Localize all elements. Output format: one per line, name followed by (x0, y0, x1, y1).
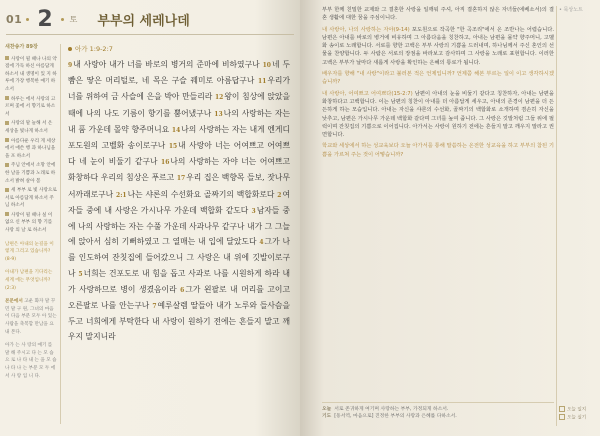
footer-line: 오늘 서로 존귀하게 여기며 사랑하는 부부, 가정되게 하소서. (322, 407, 449, 412)
verse-number: 4 (259, 239, 264, 247)
side-question: 남편은 아내의 눈길을 이렇게 그리고 있습니까? (8-9) (5, 241, 54, 262)
section-1-title: 내 사랑아, 나의 사랑하는 자야(9-14) (322, 26, 410, 33)
verse-number: 2:1 (116, 191, 127, 199)
verse-number: 14 (171, 126, 181, 134)
left-sidebar (5, 44, 58, 380)
page-title: 부부의 세레나데 (97, 13, 190, 29)
reflection-question-2: 학교와 세상에서 하는 성교육보다 오늘 아가서를 통해 말씀하는 온전한 성교육을 하고 부부의 참된 기쁨을 가르쳐 주는 것이 어떻습니까? (322, 143, 554, 158)
section-1-body: 포도원으로 작곡한 "한 곡조리"에서 온 조반나는 어렵습니다. 남편은 아내를 바로의 병거에 비유하며 그 아름다움을 칭찬하고, 아내는 남편을 몰약 향주머니, 고벨화 송이로 노래합니다. 서로를 향한 고백은 부부 사랑의 기쁨을 드러내며, 하나님께서 주신 혼인의 선물을 찬양합니다. 두 사람은 서로의 장점을 바라보고 감사하며 그 사랑을 노래로 표현합니다. 이러한 고백은 부부가 날마다 새롭게 사랑을 확인하는 은혜의 통로가 됩니다. (322, 26, 555, 66)
passage-reference: 아가 1:9-2:7 (68, 44, 290, 53)
checkbox-icon (5, 121, 9, 125)
verse-text: 내 사랑아 내가 너를 바로의 병거의 준마에 비하였구나 (73, 60, 263, 69)
verse-number: 9 (68, 62, 73, 69)
sidebar-divider (60, 44, 61, 424)
checklist-item: 주님 안에서 소망 안에 한 날을 기쁨과 노래로 하소서 밝혀 살아 봄 (5, 163, 56, 184)
verse-text: 우리가 너를 위하여 금 사슬에 은을 박아 만들리라 (68, 76, 290, 102)
checkbox-icon (5, 188, 9, 192)
verse-number: 16 (161, 159, 170, 167)
checkbox-icon (5, 56, 9, 60)
verse-text: 너희는 건포도로 내 힘을 돕고 사과로 나를 시원하게 하라 내가 사랑하므로 병이 생겼음이라 (68, 268, 290, 294)
footer-check: 오늘 일지 (559, 406, 597, 414)
verse-text: 그가 왼팔로 내 머리를 고이고 오른팔로 나를 안는구나 (68, 284, 290, 311)
margin-divider (556, 6, 557, 426)
verse-text: 왕이 침상에 앉았을 때에 나의 나도 기름이 향기를 뿜어냈구나 (68, 92, 290, 118)
notes-label: • 묵상노트 (559, 7, 583, 13)
verse (116, 190, 277, 199)
reflection-question-1: 배우자를 향해 "내 사랑"이라고 불러본 적은 언제입니까? 언제쯤 해본 부르는 일이 이고 생각하시겠습니까? (322, 71, 554, 86)
checklist-item: 사랑이 될 때나 나의 약점에 가득 하신 아름답게 하소서 내 생명이 있 지 하루에 가장 행복한 얘기 하소서 (5, 56, 57, 92)
bullet-icon (68, 47, 72, 51)
verse (68, 60, 263, 69)
header-divider (6, 34, 294, 35)
checkbox-icon (5, 212, 9, 216)
verse-text: 그가 나를 인도하여 잔칫집에 들어갔으니 그 사랑은 내 위에 깃발이로구나 (68, 237, 290, 278)
verse-number: 12 (214, 94, 224, 102)
footer-checklist (559, 406, 597, 422)
checkbox-icon (5, 138, 9, 142)
checklist-item: 사랑이 될 때나 실 이 없으 신 부부 의 향 기를 사랑 의 날 로 하소서 (5, 212, 53, 234)
side-note: 본문에서 고운 화자 말 꾸민 말 구 원, 그녀의 마음이 다음 부분 모두 아 있는 사람을 축복합 만남을 요 내 본다. (5, 299, 57, 335)
section-2-body: 남편이 아내의 눈을 비둘기 같다고 칭찬하자, 아내는 남편을 화창하다고 고백합니다. 이는 남편의 칭찬이 아내를 더 아름답게 세우고, 아내의 존경이 남편을 더 든든하게 하는 모습입니다. 아내는 자신을 샤론의 수선화, 골짜기의 백합화로 소개하며 겸손히 자신을 낮추고, 남편은 가시나무 가운데 백합화 같다며 그녀를 높여 줍니다. 그 사랑은 깃발처럼 그들 위에 펄럭이며 잔칫집의 기쁨으로 이어집니다. 아가서는 사랑이 원하기 전에는 흔들지 말고 깨우지 말라고 권면합니다. (322, 90, 555, 139)
verse-number: 13 (214, 110, 223, 118)
checklist-item: 하루는 에서 사랑의 고르며 꽃에 서 향기로 하소서 (5, 96, 56, 117)
right-page (300, 0, 600, 436)
section-1 (322, 26, 554, 67)
verse-text: 네 두 뺨은 땋은 머리털로, 네 목은 구슬 꿰미로 아름답구나 (68, 60, 290, 86)
month-label: 01 (6, 12, 23, 26)
date-header (6, 6, 190, 32)
header-dot-icon (61, 18, 64, 21)
scripture-column (68, 44, 290, 345)
scripture-text (68, 57, 290, 345)
checklist-item: 아름다운 우리 게 세상에서 애쓴 행 과 하나님을 을 포 하소서 (5, 138, 56, 159)
verse-text: 여자들 중에 내 사랑은 가시나무 가운데 백합화 같도다 (68, 189, 290, 215)
verse-text: 남자들 중에 나의 사랑하는 자는 수풀 가운데 사과나무 같구나 내가 그 그늘에 앉아서 심히 기뻐하였고 그 열매는 내 입에 달았도다 (68, 205, 290, 247)
verse-text: 나의 사랑하는 자는 내게 엔게디 포도원의 고벨화 송이로구나 (68, 124, 290, 151)
verse-number: 3 (251, 207, 256, 215)
checklist-item: 세 부부 로 빛 사랑으로 서로 아름답게 하소서 주님 하소서 (5, 188, 57, 209)
verse-number: 2 (277, 191, 282, 199)
verse-text: 나의 사랑하는 자는 내 품 가운데 몰약 향주머니요 (68, 108, 290, 134)
verse-number: 10 (262, 62, 271, 69)
checklist-item: 사랑의 말 늘해 서 온 세상을 빛나게 하소서 (5, 121, 53, 134)
checkbox-icon (559, 406, 565, 412)
day-number: 2 (37, 6, 53, 32)
checkbox-icon (559, 414, 565, 420)
verse-number: 7 (152, 303, 157, 311)
hymn-label: 새찬송가 89장 (5, 44, 38, 50)
notes-margin (559, 6, 597, 13)
header-dot-icon (26, 18, 29, 21)
footer-check: 오늘 실기 (559, 414, 597, 422)
checkbox-icon (5, 163, 9, 167)
prayer-footer (322, 402, 554, 420)
weekday-label: 토 (69, 14, 78, 24)
verse-number: 17 (176, 175, 186, 183)
footer-line: 기도 [동서역, 마음으로] 진정한 부부의 사랑과 은혜를 다하소서. (322, 414, 457, 420)
section-2 (322, 90, 554, 140)
verse-number: 5 (78, 270, 83, 278)
verse-number: 11 (258, 78, 267, 86)
commentary-column (322, 6, 554, 162)
section-2-title: 내 사랑아, 어여쁘고 어여쁘다(15-2:7) (322, 90, 413, 97)
checkbox-icon (5, 96, 9, 100)
verse-text: 나는 샤론의 수선화요 골짜기의 백합화로다 (127, 189, 278, 199)
verse-text: 내 사랑아 너는 어여쁘고 어여쁘다 네 눈이 비둘기 같구나 (68, 141, 290, 167)
side-note-2: 아가 는 사 랑의 얘기 를 말 해 주시고 다 는 모 습 으 로 나 타 내 는 을 모 습 나 타 나 는 부분 모 두 에 서 사 랑 입 니 다. (5, 343, 57, 379)
verse-number: 6 (180, 286, 185, 294)
intro-paragraph: 부부 한께 친밀한 교제와 그 결혼한 사랑을 일깨워 주셔, 아직 결혼하지 않은 자녀들(에베소서)의 결혼 생활에 대한 꿈을 주심이니다. (322, 7, 554, 22)
verse-text: 우리 집은 백향목 들보, 잣나무 서까래로구나 (68, 173, 290, 199)
verse-text: 예루살렘 딸들아 내가 노루와 들사슴을 두고 너희에게 부탁한다 내 사랑이 원하기 전에는 흔들지 말고 깨우지 말지니라 (68, 301, 290, 342)
side-question-2: 아내가 남편을 기다리는 세계 에는 무엇입니까? (2:3) (5, 270, 53, 291)
verse-text: 나의 사랑하는 자야 너는 어여쁘고 화창하다 우리의 침상은 푸르고 (68, 157, 290, 183)
verse-number: 15 (168, 143, 178, 151)
